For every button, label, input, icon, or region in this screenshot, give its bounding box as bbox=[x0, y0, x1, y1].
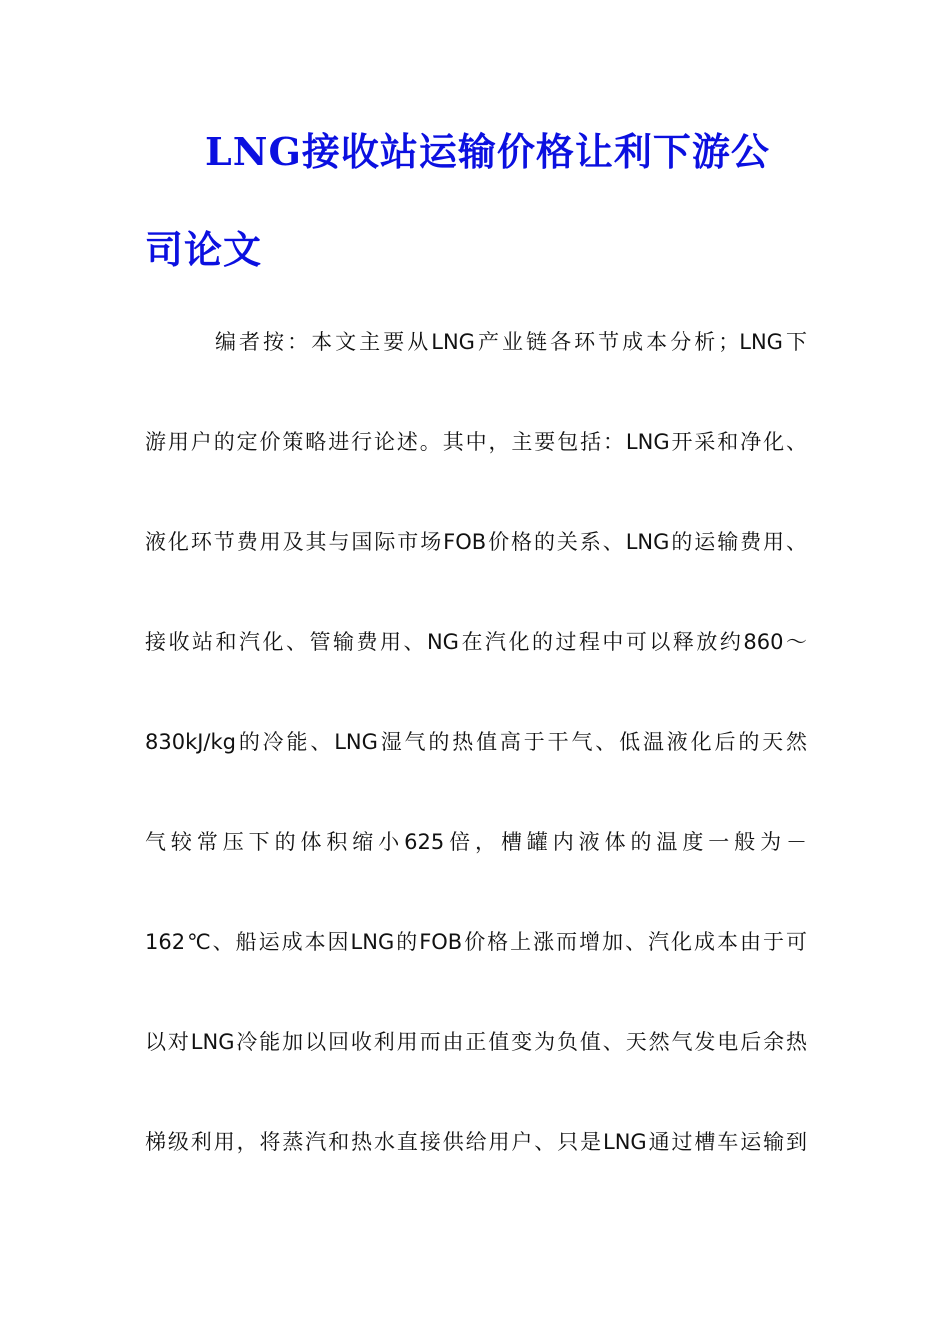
paragraph-line-5: 830kJ/kg的冷能、LNG湿气的热值高于干气、低温液化后的天然 bbox=[145, 730, 807, 754]
paragraph-line-2: 游用户的定价策略进行论述。其中，主要包括：LNG开采和净化、 bbox=[145, 430, 807, 454]
paragraph-line-7: 162℃、船运成本因LNG的FOB价格上涨而增加、汽化成本由于可 bbox=[145, 930, 807, 954]
paragraph-line-4: 接收站和汽化、管输费用、NG在汽化的过程中可以释放约860～ bbox=[145, 630, 807, 654]
paragraph-line-8: 以对LNG冷能加以回收利用而由正值变为负值、天然气发电后余热 bbox=[145, 1030, 807, 1054]
document-title-line-2: 司论文 bbox=[145, 227, 263, 272]
paragraph-line-9: 梯级利用，将蒸汽和热水直接供给用户、只是LNG通过槽车运输到 bbox=[145, 1130, 807, 1154]
paragraph-line-1: 编者按：本文主要从LNG产业链各环节成本分析；LNG下 bbox=[215, 330, 807, 354]
document-title-line-1: LNG接收站运输价格让利下游公 bbox=[205, 129, 770, 174]
paragraph-line-3: 液化环节费用及其与国际市场FOB价格的关系、LNG的运输费用、 bbox=[145, 530, 807, 554]
paragraph-line-6: 气较常压下的体积缩小625倍，槽罐内液体的温度一般为－ bbox=[145, 830, 807, 854]
